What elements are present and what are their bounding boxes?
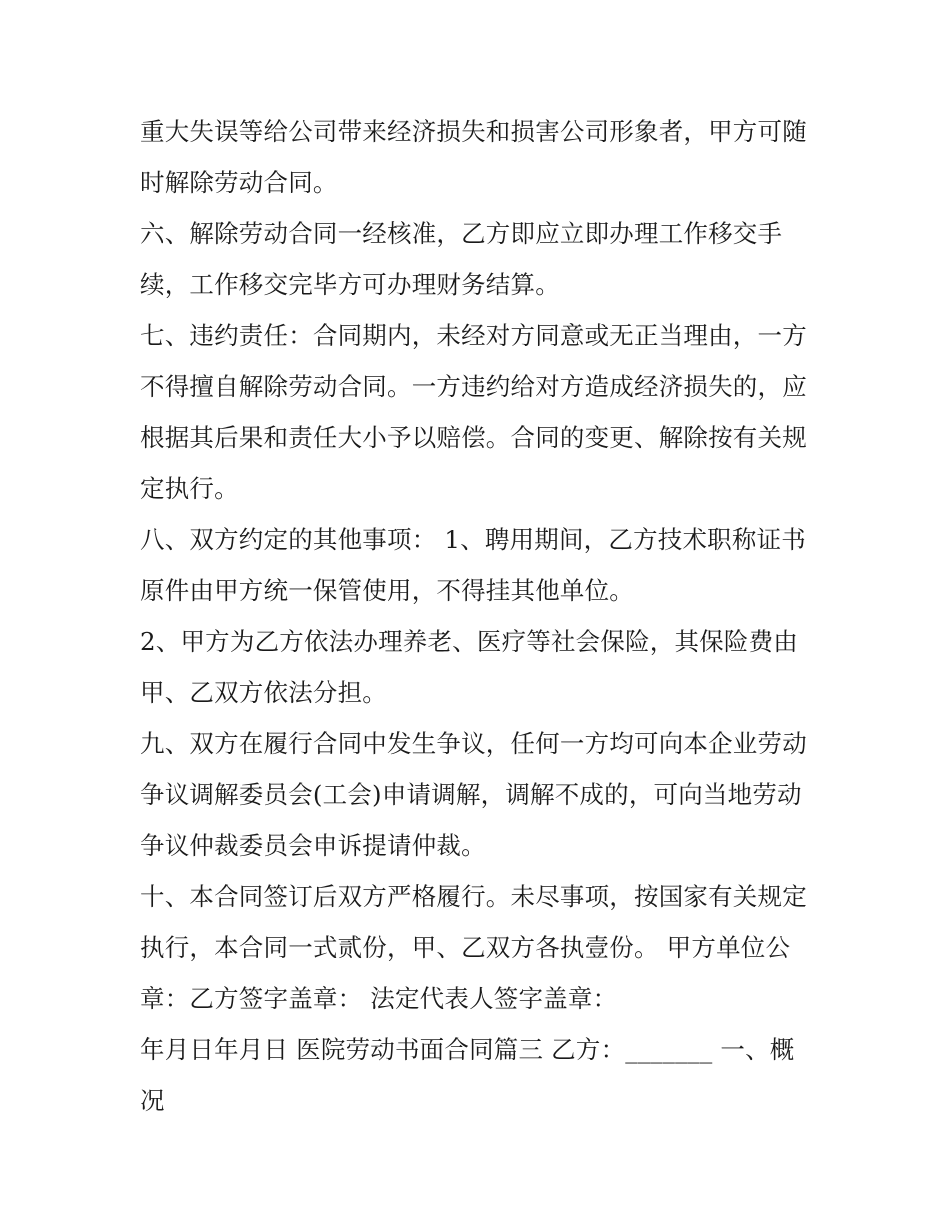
text-line: 七、违约责任：合同期内，未经对方同意或无正当理由，一方 — [140, 321, 807, 350]
text-line: 不得擅自解除劳动合同。一方违约给对方造成经济损失的，应 — [140, 372, 807, 401]
text-line: 2、甲方为乙方依法办理养老、医疗等社会保险，其保险费由 — [140, 627, 798, 656]
text-line: 执行，本合同一式贰份，甲、乙双方各执壹份。 甲方单位公 — [140, 933, 791, 962]
text-line: 续，工作移交完毕方可办理财务结算。 — [140, 270, 560, 299]
text-line: 重大失误等给公司带来经济损失和损害公司形象者，甲方可随 — [140, 117, 807, 146]
text-line: 十、本合同签订后双方严格履行。未尽事项，按国家有关规定 — [140, 882, 807, 911]
text-line: 八、双方约定的其他事项： 1、聘用期间，乙方技术职称证书 — [140, 525, 806, 554]
text-line: 定执行。 — [140, 474, 239, 503]
document-body — [140, 106, 820, 1126]
text-line: 况 — [140, 1086, 165, 1115]
text-line: 根据其后果和责任大小予以赔偿。合同的变更、解除按有关规 — [140, 423, 807, 452]
text-line: 章：乙方签字盖章： 法定代表人签字盖章： — [140, 984, 618, 1013]
text-line: 争议仲裁委员会申诉提请仲裁。 — [140, 831, 486, 860]
text-line: 原件由甲方统一保管使用，不得挂其他单位。 — [140, 576, 634, 605]
text-line: 九、双方在履行合同中发生争议，任何一方均可向本企业劳动 — [140, 729, 807, 758]
text-line: 时解除劳动合同。 — [140, 168, 338, 197]
text-line: 争议调解委员会(工会)申请调解，调解不成的，可向当地劳动 — [140, 780, 802, 809]
text-line: 六、解除劳动合同一经核准，乙方即应立即办理工作移交手 — [140, 219, 783, 248]
text-line: 年月日年月日 医院劳动书面合同篇三 乙方：_______ 一、概 — [140, 1035, 795, 1064]
text-line: 甲、乙双方依法分担。 — [140, 678, 387, 707]
